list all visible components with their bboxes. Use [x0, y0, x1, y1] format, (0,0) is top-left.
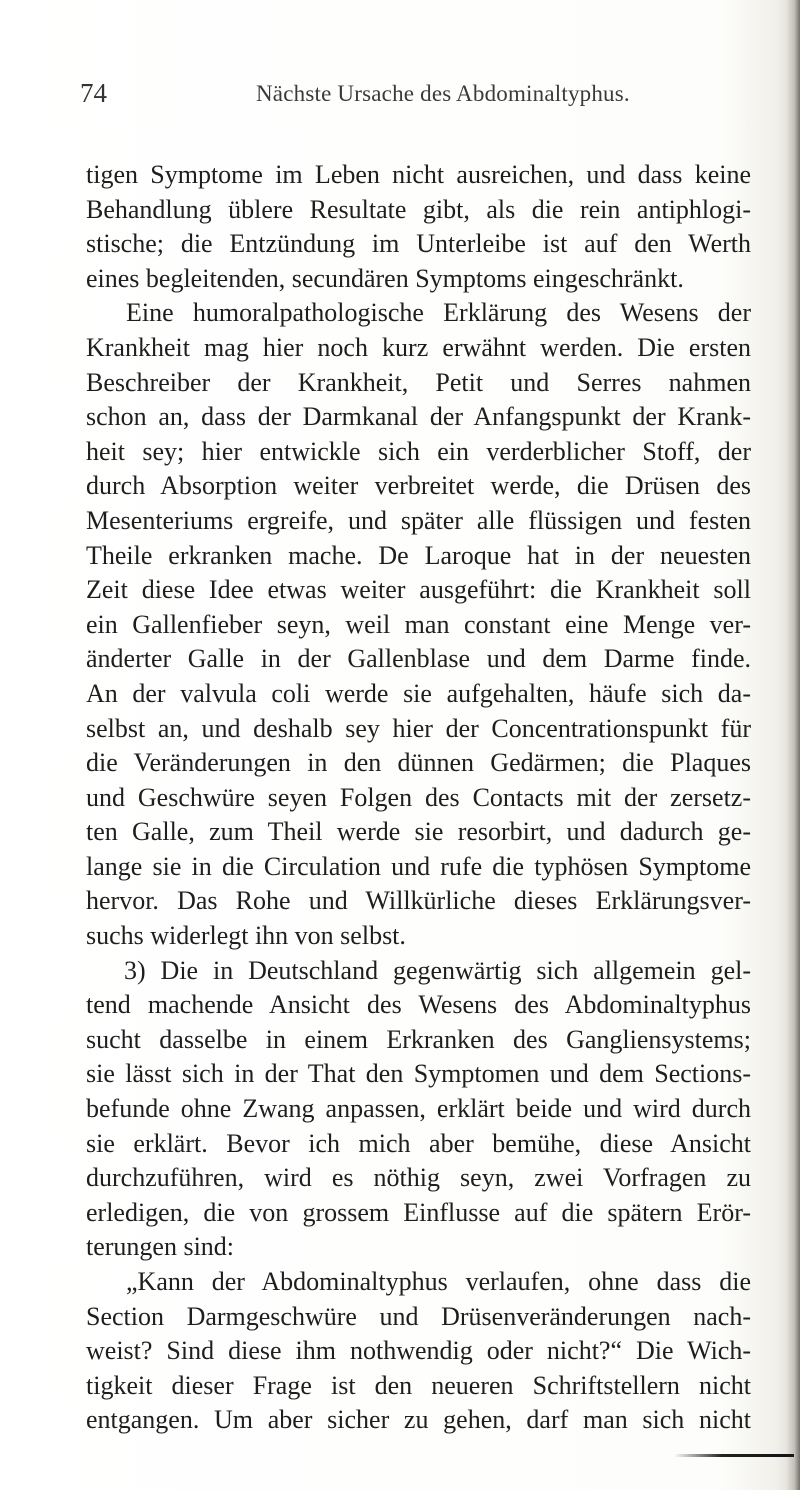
text-line: suchs widerlegt ihn von selbst.	[86, 921, 406, 951]
text-line: sie lässt sich in der That den Symptomen und dem Sections-	[86, 1059, 751, 1089]
page-edge-shadow-line	[674, 1454, 794, 1457]
text-line: terungen sind:	[86, 1232, 235, 1262]
text-line: Mesenteriums ergreife, und später alle flüssigen und festen	[86, 505, 751, 535]
text-line: schon an, dass der Darmkanal der Anfangspunkt der Krank-	[86, 402, 751, 432]
text-line: Theile erkranken mache. De Laroque hat in der neuesten	[86, 540, 751, 570]
text-line: Zeit diese Idee etwas weiter ausgeführt: die Krankheit soll	[86, 575, 751, 605]
text-line: und Geschwüre seyen Folgen des Contacts mit der zersetz-	[86, 782, 751, 812]
text-line: sie erklärt. Bevor ich mich aber bemühe, diese Ansicht	[86, 1128, 751, 1158]
text-line: Krankheit mag hier noch kurz erwähnt werden. Die ersten	[86, 332, 751, 362]
text-line: tend machende Ansicht des Wesens des Abdominaltyphus	[86, 990, 751, 1020]
text-line: die Veränderungen in den dünnen Gedärmen; die Plaques	[86, 748, 751, 778]
text-line: sucht dasselbe in einem Erkranken des Gangliensystems;	[86, 1024, 751, 1054]
text-line: lange sie in die Circulation und rufe die typhösen Symptome	[86, 851, 751, 881]
page-binding-edge	[786, 0, 800, 1490]
text-line: erledigen, die von grossem Einflusse auf die spätern Erör-	[86, 1197, 751, 1227]
page-header	[80, 78, 780, 118]
text-line: hervor. Das Rohe und Willkürliche dieses Erklärungsver-	[86, 886, 751, 916]
text-line: ten Galle, zum Theil werde sie resorbirt, und dadurch ge-	[86, 817, 751, 847]
text-line: weist? Sind diese ihm nothwendig oder nicht?“ Die Wich-	[86, 1336, 751, 1366]
text-line: 3) Die in Deutschland gegenwärtig sich allgemein gel-	[124, 955, 751, 985]
text-line: heit sey; hier entwickle sich ein verderblicher Stoff, der	[86, 436, 751, 466]
text-line: Section Darmgeschwüre und Drüsenveränderungen nach-	[86, 1301, 751, 1331]
text-line: entgangen. Um aber sicher zu gehen, darf man sich nicht	[86, 1405, 751, 1435]
page-number: 74	[80, 78, 107, 108]
text-line: Eine humoralpathologische Erklärung des Wesens der	[126, 298, 751, 328]
body-text	[86, 158, 751, 1438]
text-line: durchzuführen, wird es nöthig seyn, zwei Vorfragen zu	[86, 1163, 751, 1193]
text-line: befunde ohne Zwang anpassen, erklärt beide und wird durch	[86, 1094, 751, 1124]
text-line: Beschreiber der Krankheit, Petit und Serres nahmen	[86, 367, 751, 397]
text-line: änderter Galle in der Gallenblase und dem Darme finde.	[86, 644, 751, 674]
text-line: ein Gallenfieber seyn, weil man constant eine Menge ver-	[86, 609, 751, 639]
text-line: stische; die Entzündung im Unterleibe ist auf den Werth	[86, 229, 751, 259]
text-line: durch Absorption weiter verbreitet werde, die Drüsen des	[86, 471, 751, 501]
text-line: tigen Symptome im Leben nicht ausreichen, und dass keine	[86, 160, 751, 189]
text-line: eines begleitenden, secundären Symptoms eingeschränkt.	[86, 263, 684, 293]
text-line: Behandlung üblere Resultate gibt, als die rein antiphlogi-	[86, 194, 751, 224]
running-title: Nächste Ursache des Abdominaltyphus.	[256, 81, 630, 106]
text-line: tigkeit dieser Frage ist den neueren Schriftstellern nicht	[86, 1370, 751, 1400]
text-line: selbst an, und deshalb sey hier der Concentrationspunkt für	[86, 713, 751, 743]
text-line: „Kann der Abdominaltyphus verlaufen, ohne dass die	[126, 1267, 751, 1296]
text-line: An der valvula coli werde sie aufgehalten, häufe sich da-	[86, 678, 751, 708]
